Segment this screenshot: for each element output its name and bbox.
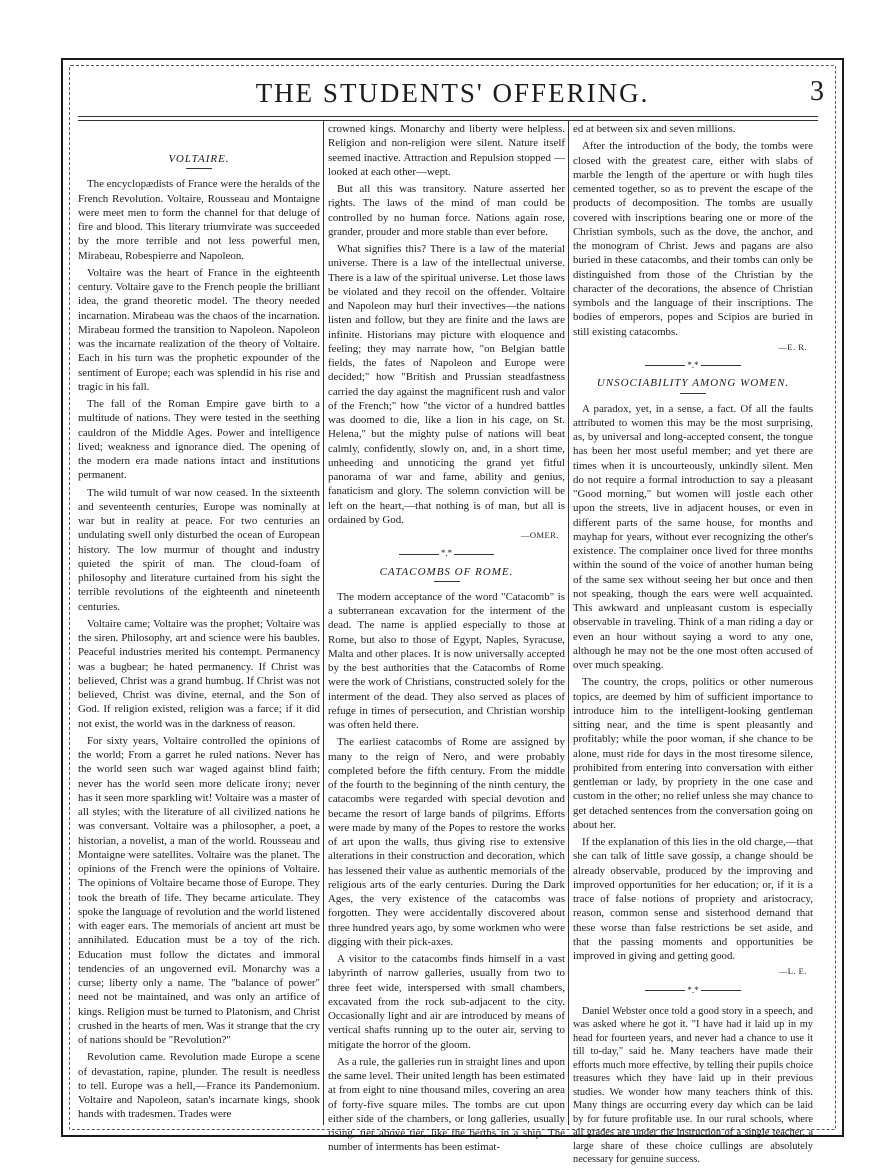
paragraph: Voltaire came; Voltaire was the prophet; Voltaire was the siren. Philosophy, art and science were his baubles. Peaceful industries merited his contempt. Permanency was a bugbear; he hated permanency. If Christ was believed, Christ was a grand humbug. If Christ was not believed, Christ was divine, eternal, and the Son of God. If religion existed, religion was a farce; if it did not exist, the world was in the darkness of reason. bbox=[78, 617, 320, 730]
column-3 bbox=[573, 122, 813, 1166]
paragraph: The modern acceptance of the word "Catacomb" is a subterranean excavation for the interment of the dead. The name is applied especially to those at Rome, but also to those of Egypt, Naples, Syracuse, Malta and other places. It is now universally accepted by the best authorities that the Catacombs of Rome were the work of Christians, constructed solely for the interment of the dead. They also served as places of refuge in times of persecution, and Christian worship was often held there. bbox=[328, 590, 565, 731]
paragraph: If the explanation of this lies in the old charge,—that she can talk of little save gossip, a change should be already observable, produced by the improving and improved opportunities for her education; or, if it is a trace of false notions of propriety and aristocracy, reason, common sense and sisterhood demand that these worse than false restrictions be set aside, and that the passing moments and opportunities be improved in giving and getting good. bbox=[573, 836, 813, 962]
section-ornament bbox=[573, 983, 813, 997]
author-signature: —E. R. bbox=[778, 341, 807, 352]
paragraph-webster: Daniel Webster once told a good story in a speech, and was asked where he got it. "I have had it laid up in my head for fourteen years, and never had a chance to use it till to-day," said he. Many teachers have made their efforts much more effective, by telling their pupils choice treasures which they have laid up in their previous studies. We wonder how many teachers think of this. Many things are occurring every day which can be laid by for future profitable use. In our rural schools, where all grades are under the instruction of a single teacher, a large share of these choice cullings are absolutely necessary for genuine success. bbox=[573, 1005, 813, 1166]
paragraph: The encyclopædists of France were the heralds of the French Revolution. Voltaire, Rousseau and Montaigne were meet men to form the channel for that deluge of fire and blood. This literary triumvirate was succeeded by the more terrible and not less powerful men, Mirabeau, Robespierre and Napoleon. bbox=[78, 178, 320, 262]
paragraph-continued: crowned kings. Monarchy and liberty were helpless. Religion and non-religion were silent. Nature itself seemed inactive. Attraction and Repulsion stopped —looked at each other—wept. bbox=[328, 123, 565, 178]
header-rule bbox=[78, 116, 818, 121]
column-2 bbox=[328, 122, 565, 1154]
paragraph-continued: ed at between six and seven millions. bbox=[573, 123, 736, 135]
paragraph: Voltaire was the heart of France in the eighteenth century. Voltaire gave to the French people the brilliant idea, the grand theoretic model. The theory needed incarnation. Mirabeau was the chaos of the incarnation. Mirabeau formed the transition to Napoleon. Napoleon was the incarnate realization of the theory of Voltaire. Each in his turn was the prophetic expounder of the sentiment of Europe; each was splendid in his rise and tragic in his fall. bbox=[78, 266, 320, 393]
article-title-unsociability: UNSOCIABILITY AMONG WOMEN. bbox=[596, 377, 790, 390]
paragraph: What signifies this? There is a law of the material universe. There is a law of the intellectual universe. There is a law of the spiritual universe. Let those laws be violated and they recoil on the offender. Voltaire and Napoleon may hurl their invectives—the nations listen and follow, but they are finite and the laws are infinite. Historians may picture with eloquence and feeling; they may narrate how, "on Belgian battle fields, the fates of Napoleon and Europe were decided;" how "British and Prussian steadfastness carried the day against the magnificent rush and valor of the French;" how "the victor of a hundred battles was doomed to die, like a lion in his cage, on St. Helena," but the mighty pulse of nations will beat calmly, confidently, slowly on, and, in a short time, unheeding and unnoticing the grand yet fitful panorama of war and fame, ability and genius, fanaticism and glory. The solemn conviction will be left on the heart,—that nothing is of man, but all is ordained by God. bbox=[328, 243, 565, 526]
page-number: 3 bbox=[810, 76, 824, 107]
paragraph: The country, the crops, politics or other numerous topics, are deemed by him of sufficient importance to introduce him to the intelligent-looking gentleman sitting near, and the time is spent pleasantly and profitably; while the poor woman, if she chance to be alone, must ride for days in the most tiresome silence, prohibited from entering into conversation with either gentleman or lady, by propriety in the one case and custom in the other; no relief unless she may chance to get detached sentences from the conversation going on about her. bbox=[573, 676, 813, 831]
title-rule bbox=[434, 581, 460, 582]
section-ornament bbox=[573, 358, 813, 372]
column-divider bbox=[568, 120, 569, 1125]
paragraph: As a rule, the galleries run in straight lines and upon the same level. Their united length has been estimated at from eight to nine thousand miles, covering an area of forty-five square miles. The tombs are cut upon either side of the chambers, or long galleries, usually rising, tier above tier, like the berths in a ship. The number of interments has been estimat- bbox=[328, 1055, 565, 1154]
section-ornament bbox=[328, 546, 565, 560]
paragraph: After the introduction of the body, the tombs were closed with the greatest care, either with slabs of marble the length of the aperture or with hugh tiles cemented together, so as to prevent the escape of the products of decomposition. The tombs are usually covered with inscriptions bearing one or more of the Christian symbols, such as the dove, the anchor, and the monogram of Christ. Jews and pagans are also buried in these catacombs, and their tombs can only be distinguished from those of the Christian by the character of the decorations, the absence of Christian symbols and the language of their inscriptions. The bodies of emperors, popes and Scipios are buried in still existing catacombs. bbox=[573, 140, 813, 338]
column-1 bbox=[78, 148, 320, 1148]
article-title-catacombs: CATACOMBS OF ROME. bbox=[379, 565, 514, 578]
author-signature: —OMER. bbox=[520, 530, 559, 540]
publication-title: THE STUDENTS' OFFERING. bbox=[255, 78, 650, 108]
article-title-voltaire: VOLTAIRE. bbox=[168, 153, 230, 165]
paragraph: A paradox, yet, in a sense, a fact. Of all the faults attributed to women this may be the most surprising, as, by universal and long-accepted consent, the tongue has been her most useful member; and yet there are times when it is uncourteously, unkindly silent. Men do not require a formal introduction to say a pleasant "Good morning," but women will jostle each other upon the streets, live in adjacent houses, or even in different parts of the same house, for months and mayhap for years, without ever recognizing the other's existence. The complainer once lived for three months within the sound of the voice of another human being of the same sex without seeing her but once and then not speaking, though the ears were well acquainted. This awkward and unpleasant custom is especially observable in traveling. Think of a man riding a day or even an hour without saying a word to any one, although he may not be the one most often accused of over much speaking. bbox=[573, 402, 813, 671]
page-header bbox=[75, 72, 830, 116]
title-rule bbox=[186, 168, 212, 169]
paragraph: The wild tumult of war now ceased. In the sixteenth and seventeenth centuries, Europe was nominally at war but in reality at peace. For two centuries an undulating swell only disturbed the ocean of European history. The low murmur of thought and industry quieted the spirit of man. The cloud-foam of philosophy and literature curtained from his sight the terrible revolutions of the eighteenth and nineteenth centuries. bbox=[78, 486, 320, 613]
ornament-asterisks: *.* bbox=[687, 360, 699, 370]
ornament-asterisks: *.* bbox=[687, 984, 699, 995]
paragraph: The earliest catacombs of Rome are assigned by many to the reign of Nero, and were probably completed before the fifth century. From the middle of the fourth to the beginning of the ninth century, the catacombs were regarded with special devotion and became the resort of large bands of pilgrims. Efforts were made by many of the Popes to restore the works of art upon the walls, thus giving rise to extensive alterations in their construction and decoration, which has lessened their value as authentic memorials of the religious arts of the early centuries. During the Dark Ages, the very existence of the catacombs was forgotten. They were accidentally discovered about three hundred years ago, by some workmen who were digging with their pick-axes. bbox=[328, 736, 565, 948]
author-signature: —L. E. bbox=[778, 966, 807, 977]
title-rule bbox=[680, 393, 706, 394]
column-divider bbox=[323, 120, 324, 1125]
paragraph: A visitor to the catacombs finds himself in a vast labyrinth of narrow galleries, usually from two to three feet wide, interspersed with small chambers, excavated from the rock sub-adjacent to the city. Occasionally light and air are introduced by means of vertical shafts running up to the outer air, serving to mitigate the horror of the gloom. bbox=[328, 953, 565, 1051]
ornament-asterisks: *.* bbox=[440, 548, 453, 559]
paragraph: Revolution came. Revolution made Europe a scene of devastation, rapine, plunder. The result is needless to tell. Europe was a hell,—France its Pandemonium. Voltaire and Napoleon, satan's incarnate kings, shook hands with tradesmen. Trades were bbox=[78, 1051, 320, 1121]
paragraph: But all this was transitory. Nature asserted her rights. The laws of the mind of man could be controlled by no human force. Nations again rose, grander, prouder and more stable than ever before. bbox=[328, 183, 565, 238]
paragraph: For sixty years, Voltaire controlled the opinions of the world; From a garret he ruled nations. Never has the world seen such war waged against blind faith; never has the world seen more delicate irony; never has it seen more sparkling wit! Voltaire was a master of all styles; with the literature of all civilized nations he was conversant. Voltaire was a philosopher, a poet, a historian, a novelist, a man of the world. Rousseau and Montaigne were satellites. Voltaire was the planet. The opinions of the French were the opinions of Voltaire. The opinions of Voltaire became those of Europe. They took the breath of life. They became articulate. They spoke the language of revolution and the world listened with eager ears. The memorials of ancient art must be annihilated. Education must be a toy of the rich. Education must follow the dictates and immoral tendencies of an ungoverned evil. Monarchy was a curse; liberty only a name. The "balance of power" need not be maintained, and was only an artifice of kings. Religion must be turned to Platonism, and Christ crushed in the hearts of men. Was it strange that the cry of nations should be "Revolution?" bbox=[78, 734, 321, 1046]
paragraph: The fall of the Roman Empire gave birth to a multitude of nations. They were tested in the seething cauldron of the Middle Ages. Power and intelligence lived; weakness and ignorance died. The opening of the modern era made nations intact and institutions permanent. bbox=[78, 398, 320, 482]
